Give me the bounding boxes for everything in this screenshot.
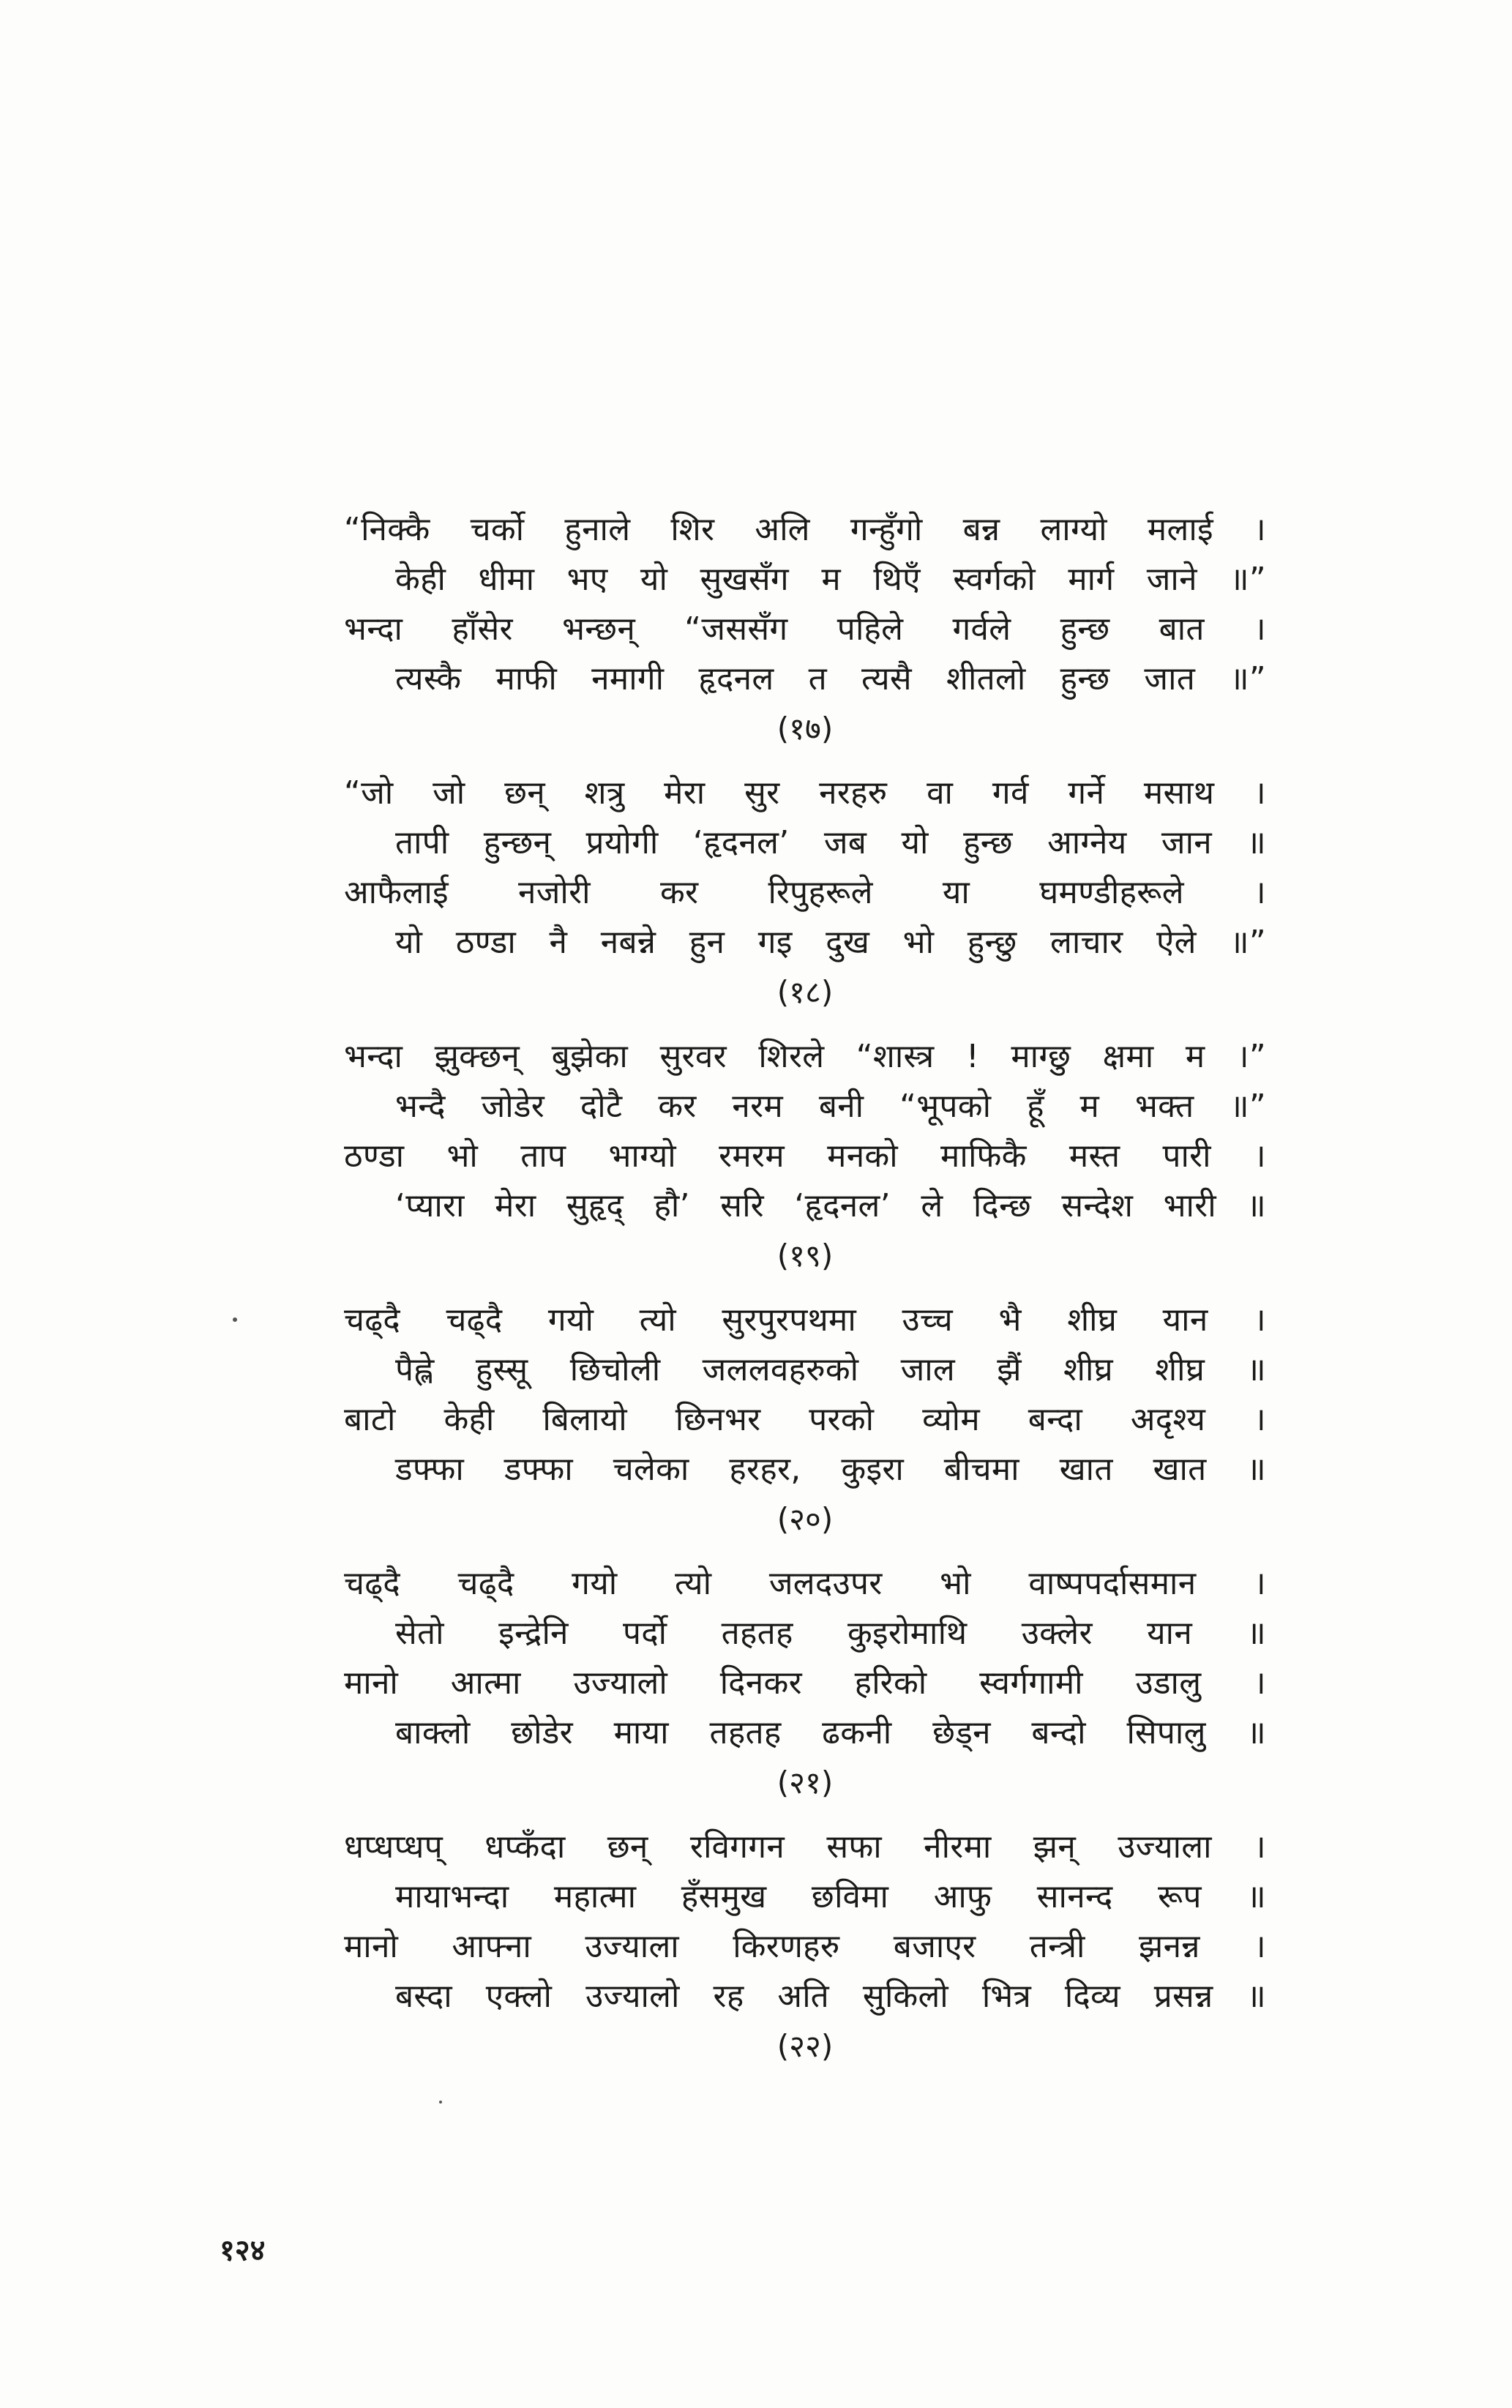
verse-line: “जो जो छन् शत्रु मेरा सुर नरहरु वा गर्व गर्ने मसाथ । xyxy=(344,774,1266,812)
print-speck xyxy=(233,1317,237,1322)
verse-line: मानो आफ्ना उज्याला किरणहरु बजाएर तन्त्री झनन्न । xyxy=(344,1928,1266,1965)
stanza-20 xyxy=(344,1295,1266,1541)
page-number: १२४ xyxy=(220,2234,266,2267)
stanza-number: (१७) xyxy=(776,711,834,747)
verse-line: सेतो इन्द्रेनि पर्दो तहतह कुइरोमाथि उक्लेर यान ॥ xyxy=(395,1615,1266,1652)
stanza-number: (१८) xyxy=(776,974,834,1010)
verse-line: बाक्लो छोडेर माया तहतह ढकनी छेड्न बन्दो सिपालु ॥ xyxy=(395,1714,1266,1751)
verse-line: भन्दा झुक्छन् बुझेका सुरवर शिरले “शास्त्र ! माग्छु क्षमा म ।” xyxy=(344,1038,1266,1075)
verse-line: तापी हुन्छन् प्रयोगी ‘हृदनल’ जब यो हुन्छ आग्नेय जान ॥ xyxy=(395,824,1266,861)
print-speck xyxy=(439,2101,442,2104)
stanza-number: (१९) xyxy=(776,1238,834,1274)
verse-line: मानो आत्मा उज्यालो दिनकर हरिको स्वर्गगामी उडालु । xyxy=(344,1664,1266,1702)
stanza-17 xyxy=(344,505,1266,751)
stanza-number: (२०) xyxy=(776,1501,834,1537)
verse-line: यो ठण्डा नै नबन्ने हुन गइ दुख भो हुन्छु लाचार ऐले ॥” xyxy=(395,924,1266,961)
stanza-number: (२१) xyxy=(776,1765,834,1801)
verse-line: बस्दा एक्लो उज्यालो रह अति सुकिलो भित्र दिव्य प्रसन्न ॥ xyxy=(395,1978,1266,2015)
verse-line: केही धीमा भए यो सुखसँग म थिएँ स्वर्गको मार्ग जाने ॥” xyxy=(395,561,1266,598)
verse-line: ‘प्यारा मेरा सुहृद् हौ’ सरि ‘हृदनल’ ले दिन्छ सन्देश भारी ॥ xyxy=(395,1187,1266,1224)
stanza-19 xyxy=(344,1032,1266,1278)
stanza-number: (२२) xyxy=(776,2028,834,2064)
verse-line: चढ्दै चढ्दै गयो त्यो सुरपुरपथमा उच्च भै शीघ्र यान । xyxy=(344,1301,1266,1339)
poem-body xyxy=(344,505,1266,2086)
verse-line: बाटो केही बिलायो छिनभर परको व्योम बन्दा अदृश्य । xyxy=(344,1401,1266,1438)
verse-line: धप्धप्धप् धप्कँदा छन् रविगगन सफा नीरमा झन् उज्याला । xyxy=(344,1828,1266,1866)
verse-line: चढ्दै चढ्दै गयो त्यो जलदउपर भो वाष्पपर्दासमान । xyxy=(344,1565,1266,1602)
verse-line: पैह्ले हुस्सू छिचोली जललवहरुको जाल झैं शीघ्र शीघ्र ॥ xyxy=(395,1351,1266,1388)
verse-line: भन्दा हाँसेर भन्छन् “जससँग पहिले गर्वले हुन्छ बात । xyxy=(344,610,1266,648)
verse-line: मायाभन्दा महात्मा हँसमुख छविमा आफु सानन्द रूप ॥ xyxy=(395,1878,1266,1915)
stanza-18 xyxy=(344,769,1266,1014)
verse-line: आफैलाई नजोरी कर रिपुहरूले या घमण्डीहरूले । xyxy=(344,874,1266,911)
verse-line: भन्दै जोडेर दोटै कर नरम बनी “भूपको हूँ म भक्त ॥” xyxy=(395,1088,1266,1125)
verse-line: त्यस्कै माफी नमागी हृदनल त त्यसै शीतलो हुन्छ जात ॥” xyxy=(395,660,1266,698)
verse-line: “निक्कै चर्को हुनाले शिर अलि गन्हुँगो बन्न लाग्यो मलाई । xyxy=(344,511,1266,548)
stanza-22 xyxy=(344,1822,1266,2068)
stanza-21 xyxy=(344,1559,1266,1805)
verse-line: ठण्डा भो ताप भाग्यो रमरम मनको माफिकै मस्त पारी । xyxy=(344,1137,1266,1175)
verse-line: डफ्फा डफ्फा चलेका हरहर, कुइरा बीचमा खात खात ॥ xyxy=(395,1451,1266,1488)
